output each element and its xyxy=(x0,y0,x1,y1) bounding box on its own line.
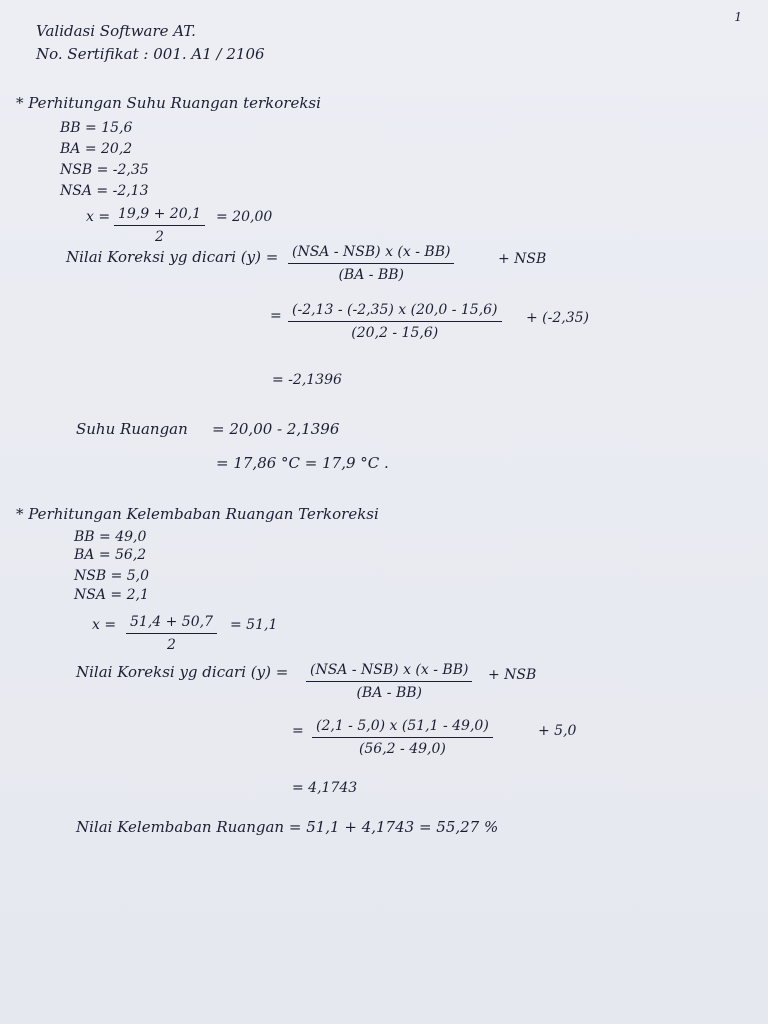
temp-formula-label: Nilai Koreksi yg dicari (y) = xyxy=(66,248,279,266)
humid-x-label: x = xyxy=(92,617,117,633)
temp-formula-tail: + NSB xyxy=(498,251,547,267)
temp-formula-numerator: (NSA - NSB) x (x - BB) xyxy=(288,244,454,264)
temp-nsb: NSB = -2,35 xyxy=(60,162,149,178)
temp-x-numerator: 19,9 + 20,1 xyxy=(114,206,205,226)
temp-x-fraction xyxy=(114,206,205,245)
humid-result: = 4,1743 xyxy=(292,780,358,796)
humid-heading: * Perhitungan Kelembaban Ruangan Terkoreksi xyxy=(16,505,379,523)
temp-heading: * Perhitungan Suhu Ruangan terkoreksi xyxy=(16,94,321,112)
temp-result: = -2,1396 xyxy=(272,372,342,388)
humid-x-denominator: 2 xyxy=(167,637,176,653)
certificate-number: No. Sertifikat : 001. A1 / 2106 xyxy=(36,45,265,63)
humid-sub-numerator: (2,1 - 5,0) x (51,1 - 49,0) xyxy=(312,718,493,738)
humid-x-fraction xyxy=(126,614,217,653)
temp-sub-tail: + (-2,35) xyxy=(526,310,590,326)
temp-room-result: = 17,86 °C = 17,9 °C . xyxy=(216,454,389,472)
page-number: 1 xyxy=(734,10,742,24)
humid-sub-fraction xyxy=(312,718,493,757)
humid-sub-eq: = xyxy=(292,723,304,739)
temp-bb: BB = 15,6 xyxy=(60,120,133,136)
humid-sub-denominator: (56,2 - 49,0) xyxy=(358,741,446,757)
temp-formula-fraction xyxy=(288,244,454,283)
humid-formula-numerator: (NSA - NSB) x (x - BB) xyxy=(306,662,472,682)
temp-x-denominator: 2 xyxy=(155,229,164,245)
temp-x-result: = 20,00 xyxy=(216,209,273,225)
humid-bb: BB = 49,0 xyxy=(74,529,147,545)
humid-nsa: NSA = 2,1 xyxy=(74,587,149,603)
humid-nsb: NSB = 5,0 xyxy=(74,568,150,584)
temp-sub-fraction xyxy=(288,302,502,341)
humid-ba: BA = 56,2 xyxy=(74,547,147,563)
humid-formula-fraction xyxy=(306,662,472,701)
temp-sub-denominator: (20,2 - 15,6) xyxy=(351,325,439,341)
humid-formula-denominator: (BA - BB) xyxy=(356,685,422,701)
temp-sub-eq: = xyxy=(270,308,282,324)
temp-room-calc: = 20,00 - 2,1396 xyxy=(212,420,340,438)
humid-x-result: = 51,1 xyxy=(230,617,278,633)
humid-x-numerator: 51,4 + 50,7 xyxy=(126,614,217,634)
header-title: Validasi Software AT. xyxy=(36,22,196,40)
temp-nsa: NSA = -2,13 xyxy=(60,183,149,199)
humid-sub-tail: + 5,0 xyxy=(538,723,577,739)
temp-sub-numerator: (-2,13 - (-2,35) x (20,0 - 15,6) xyxy=(288,302,502,322)
temp-ba: BA = 20,2 xyxy=(60,141,133,157)
humid-formula-tail: + NSB xyxy=(488,667,537,683)
humid-final: Nilai Kelembaban Ruangan = 51,1 + 4,1743 = 55,27 % xyxy=(76,818,499,836)
temp-x-label: x = xyxy=(86,209,111,225)
temp-formula-denominator: (BA - BB) xyxy=(338,267,404,283)
temp-room-label: Suhu Ruangan xyxy=(76,420,188,438)
humid-formula-label: Nilai Koreksi yg dicari (y) = xyxy=(76,663,289,681)
